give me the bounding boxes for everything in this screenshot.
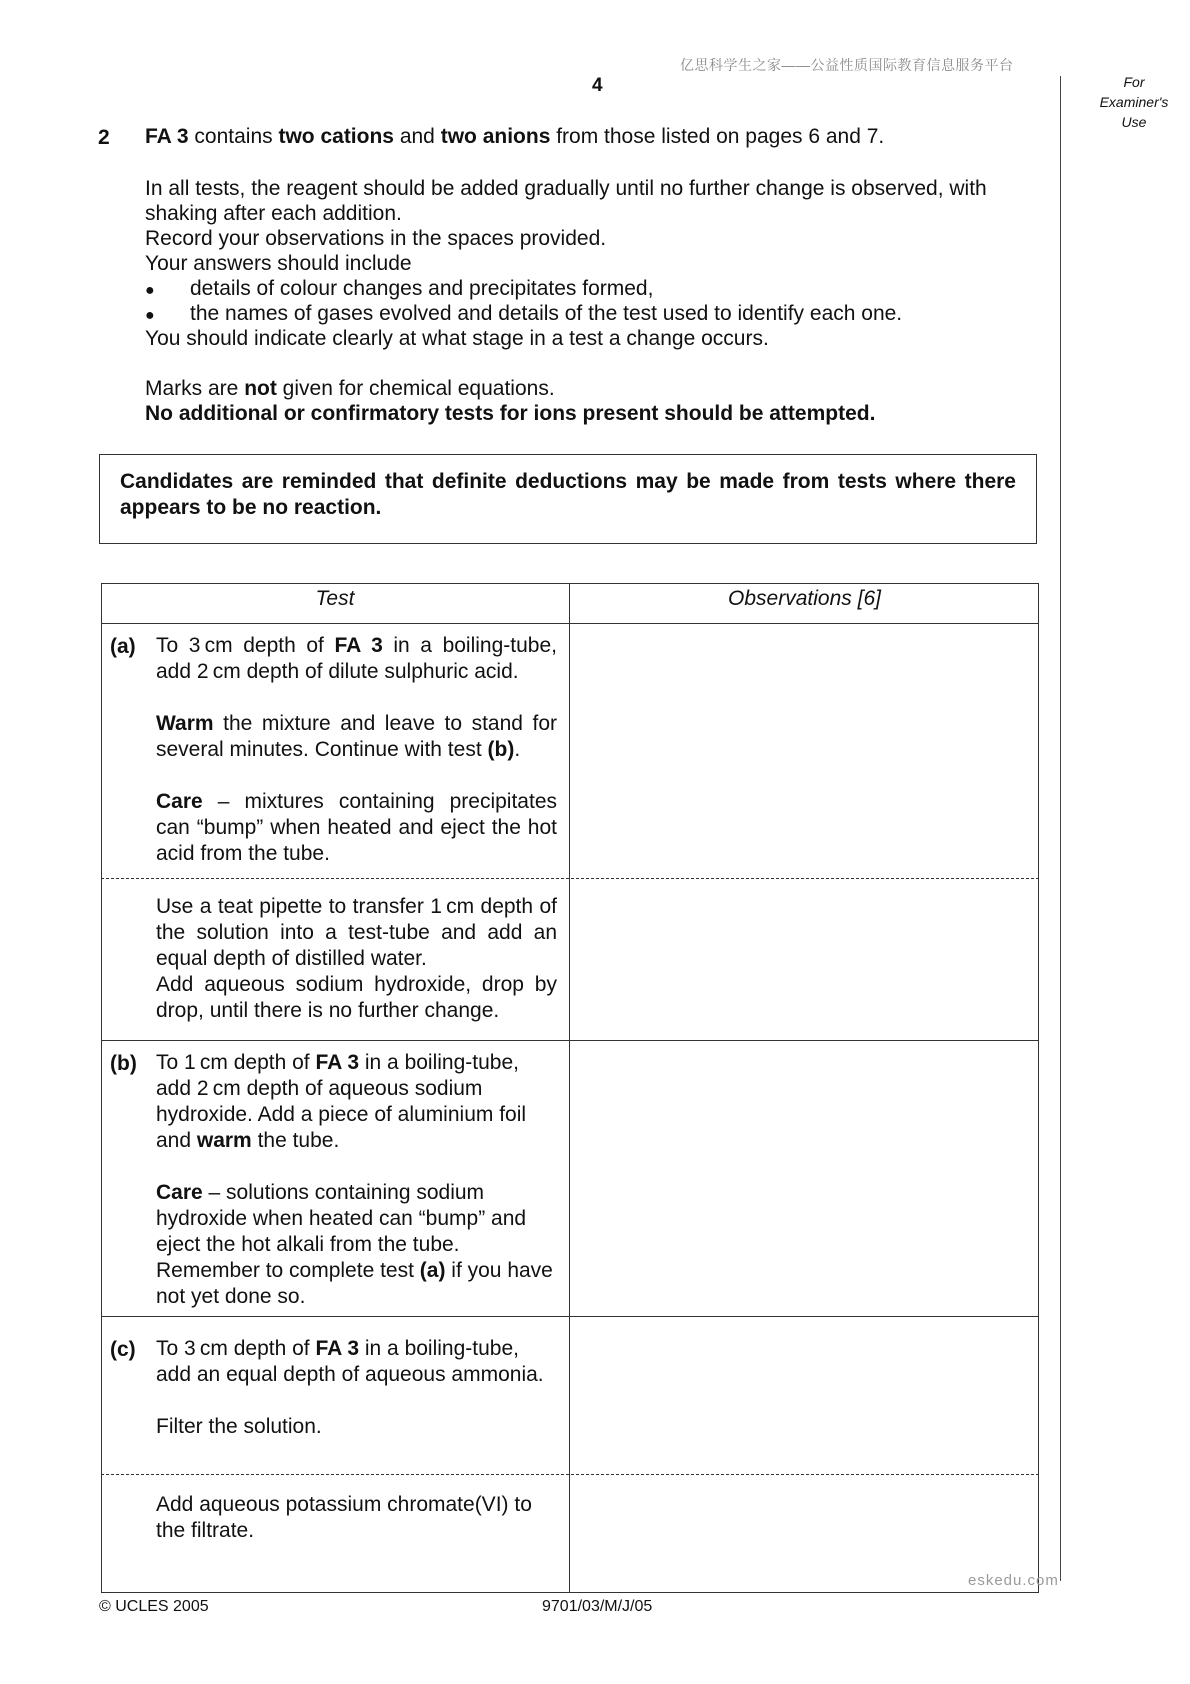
part-a-label: (a) bbox=[110, 635, 136, 658]
test-line: To 3 cm depth of FA 3 in a boiling-tube, add 2 cm depth of dilute sulphuric acid. bbox=[156, 634, 557, 683]
examiner-line: For bbox=[1123, 74, 1145, 90]
part-c-followup-text bbox=[156, 1492, 557, 1544]
question-stem: FA 3 contains two cations and two anions from those listed on pages 6 and 7. bbox=[145, 125, 885, 148]
examiner-line: Use bbox=[1121, 114, 1147, 130]
test-line: Warm the mixture and leave to stand for several minutes. Continue with test (b). bbox=[156, 712, 557, 761]
part-a-test-text bbox=[156, 633, 557, 867]
test-line: Care – solutions containing sodium hydroxide when heated can “bump” and eject the hot alkali from the tube. bbox=[156, 1181, 527, 1256]
observation-space-c1[interactable] bbox=[571, 1318, 1038, 1473]
test-line: Use a teat pipette to transfer 1 cm depth of the solution into a test-tube and add an equal depth of distilled water. bbox=[156, 895, 557, 970]
row-rule bbox=[101, 1040, 1039, 1041]
stem-two-cations: two cations bbox=[278, 125, 394, 148]
stem-fa3: FA 3 bbox=[145, 125, 189, 148]
test-line: Add aqueous sodium hydroxide, drop by drop, until there is no further change. bbox=[156, 973, 557, 1022]
no-additional-tests-note: No additional or confirmatory tests for ions present should be attempted. bbox=[145, 402, 876, 425]
dashed-rule bbox=[101, 878, 1039, 879]
question-number: 2 bbox=[98, 126, 110, 149]
copyright: © UCLES 2005 bbox=[99, 1598, 209, 1615]
marks-note: Marks are not given for chemical equations. bbox=[145, 377, 555, 400]
instruction-line: You should indicate clearly at what stage in a test a change occurs. bbox=[145, 327, 769, 350]
examiner-line: Examiner's bbox=[1099, 94, 1169, 110]
row-rule bbox=[101, 1316, 1039, 1317]
column-header-test: Test bbox=[315, 587, 355, 610]
bullet-item: the names of gases evolved and details of the test used to identify each one. bbox=[190, 302, 903, 325]
test-line: To 1 cm depth of FA 3 in a boiling-tube, add 2 cm depth of aqueous sodium hydroxide. Add a piece of aluminium foil and warm the tube. bbox=[156, 1051, 527, 1152]
reminder-box: Candidates are reminded that definite deductions may be made from tests where there appears to be no reaction. bbox=[99, 454, 1037, 544]
test-line: Add aqueous potassium chromate(VI) to the filtrate. bbox=[156, 1493, 532, 1542]
bullet-item: details of colour changes and precipitates formed, bbox=[190, 277, 654, 300]
part-c-test-text bbox=[156, 1336, 557, 1440]
dashed-rule bbox=[101, 1474, 1039, 1475]
test-line: Remember to complete test (a) if you have not yet done so. bbox=[156, 1259, 553, 1308]
instruction-line: shaking after each addition. bbox=[145, 202, 402, 225]
test-line: To 3 cm depth of FA 3 in a boiling-tube, add an equal depth of aqueous ammonia. bbox=[156, 1337, 544, 1386]
observation-space-b[interactable] bbox=[571, 1042, 1038, 1315]
examiner-margin-rule bbox=[1060, 76, 1061, 1581]
column-divider bbox=[569, 583, 570, 1593]
header-rule bbox=[101, 623, 1039, 624]
instruction-line: In all tests, the reagent should be added gradually until no further change is observed, with bbox=[145, 177, 987, 200]
instruction-line: Your answers should include bbox=[145, 252, 412, 275]
footer-watermark: eskedu.com bbox=[968, 1572, 1059, 1589]
stem-two-anions: two anions bbox=[440, 125, 551, 148]
header-watermark: 亿思科学生之家——公益性质国际教育信息服务平台 bbox=[680, 57, 1014, 73]
bullet-icon: ● bbox=[145, 282, 155, 299]
test-line: Filter the solution. bbox=[156, 1415, 322, 1438]
paper-code: 9701/03/M/J/05 bbox=[542, 1598, 653, 1615]
test-line: Care – mixtures containing precipitates can “bump” when heated and eject the hot acid from the tube. bbox=[156, 790, 557, 865]
part-a-followup-text bbox=[156, 894, 557, 1024]
observation-space-a1[interactable] bbox=[571, 625, 1038, 877]
part-b-label: (b) bbox=[110, 1052, 137, 1075]
instruction-line: Record your observations in the spaces provided. bbox=[145, 227, 607, 250]
column-header-observations: Observations [6] bbox=[728, 587, 881, 610]
page-number: 4 bbox=[592, 75, 603, 96]
part-b-test-text bbox=[156, 1050, 557, 1310]
examiner-use-label bbox=[1086, 72, 1182, 132]
part-c-label: (c) bbox=[110, 1338, 136, 1361]
observation-space-a2[interactable] bbox=[571, 880, 1038, 1039]
bullet-icon: ● bbox=[145, 307, 155, 324]
